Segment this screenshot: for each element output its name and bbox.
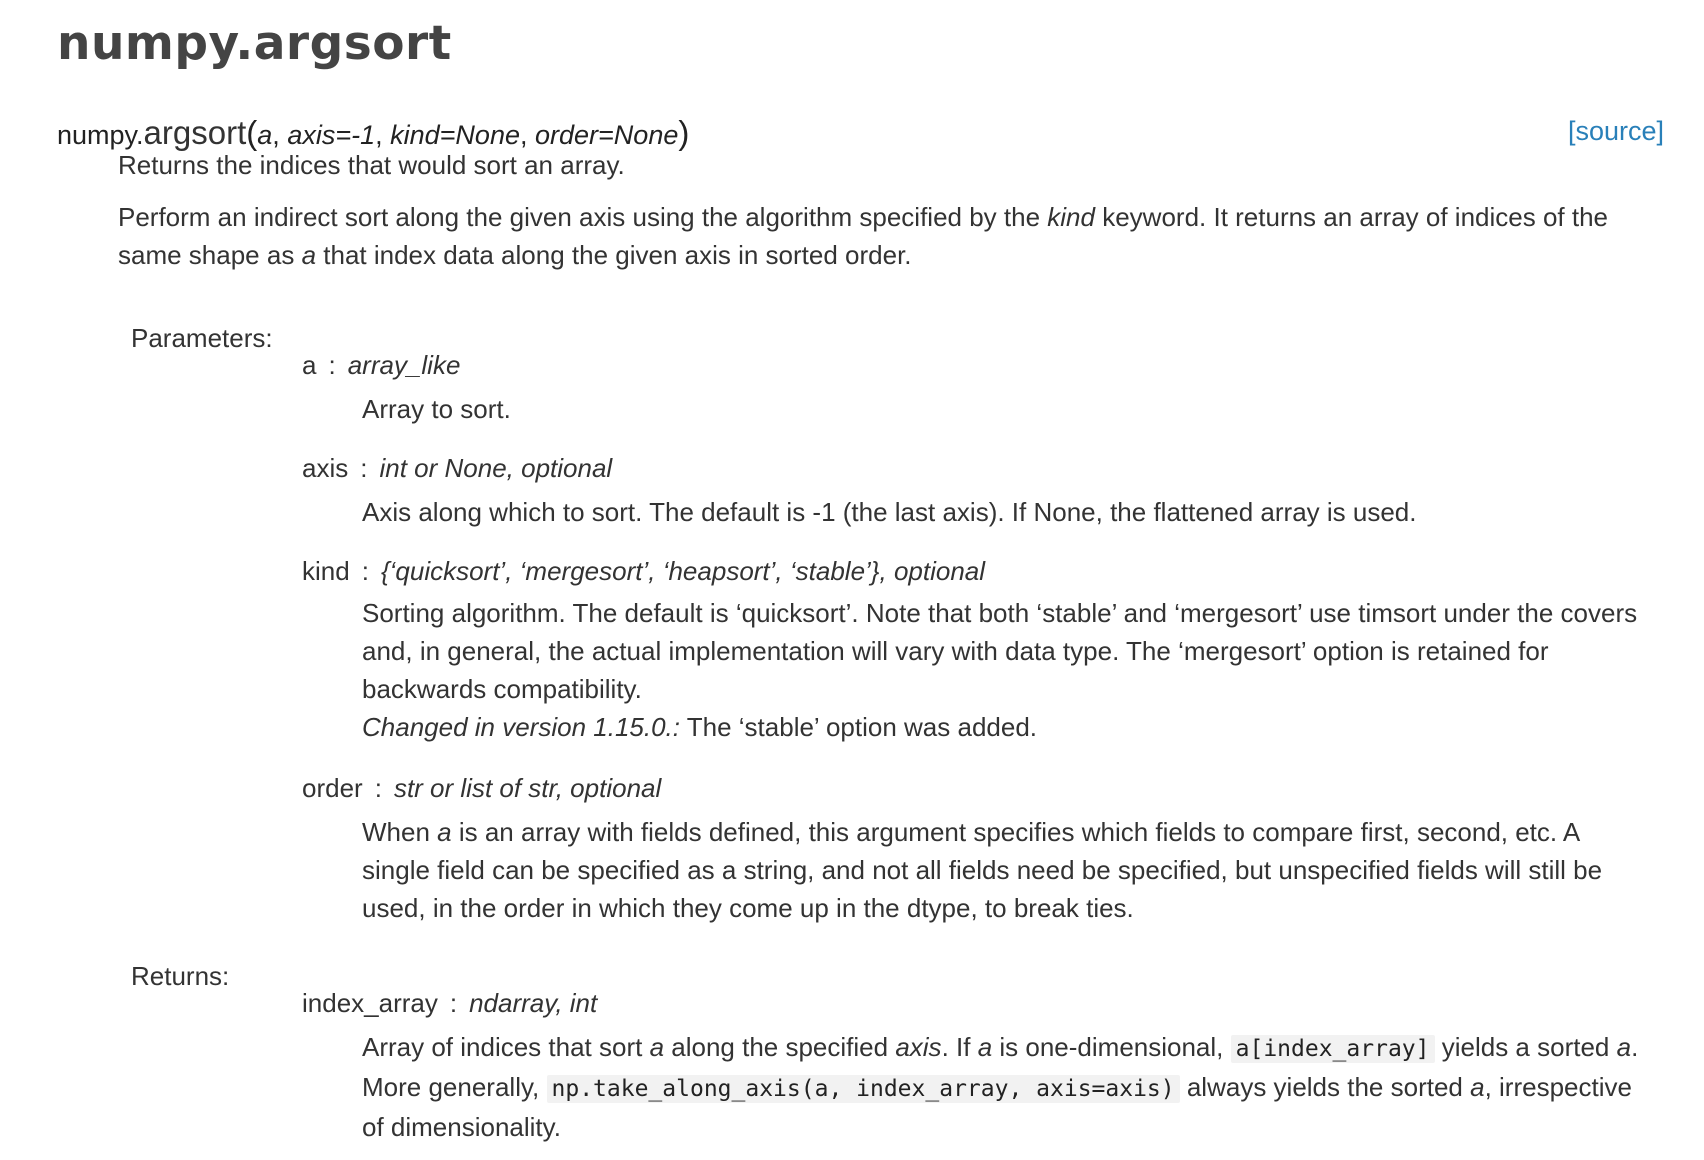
param-type: {‘quicksort’, ‘mergesort’, ‘heapsort’, ‘stable’}, optional (380, 556, 986, 586)
signature-arg-order: order=None (535, 120, 679, 150)
return-desc-emphasis: a (977, 1032, 993, 1062)
inline-code: np.take_along_axis(a, index_array, axis=axis) (547, 1075, 1180, 1103)
param-desc-emphasis: a (437, 817, 452, 847)
returns-label: Returns: (131, 961, 230, 991)
param-desc-text: is an array with fields defined, this argument specifies which fields to compare first, second, etc. A single field can be specified as a string, and not all fields need be specified, but unspecified fields will still be used, in the order in which they come up in the dtype, to break ties. (362, 817, 1603, 923)
source-link[interactable]: [source] (1567, 116, 1664, 146)
param-name: order (302, 773, 363, 803)
signature-function-name: argsort (143, 114, 247, 151)
signature-arg-axis: axis=-1 (287, 120, 376, 150)
param-name: axis (302, 453, 349, 483)
return-desc-text: is one-dimensional, (992, 1032, 1231, 1062)
return-desc-text: along the specified (664, 1032, 896, 1062)
param-desc-text: Sorting algorithm. The default is ‘quicksort’. Note that both ‘stable’ and ‘mergesort’ use timsort under the covers and, in general, the actual implementation will vary with data type. The ‘mergesort’ option is retained for backwards compatibility. (362, 598, 1638, 704)
param-axis-header: axis : int or None, optional (302, 453, 613, 483)
return-name: index_array (302, 988, 438, 1018)
summary-text: Returns the indices that would sort an array. (118, 150, 625, 180)
return-desc-emphasis: axis (895, 1032, 942, 1062)
param-desc-text: When (362, 817, 438, 847)
return-header: index_array : ndarray, int (302, 988, 598, 1018)
param-name: a (302, 350, 317, 380)
param-kind-header: kind : {‘quicksort’, ‘mergesort’, ‘heapsort’, ‘stable’}, optional (302, 556, 986, 586)
page-title: numpy.argsort (57, 16, 452, 71)
param-type: array_like (347, 350, 461, 380)
signature-arg-kind: kind=None (390, 120, 520, 150)
param-axis-description: Axis along which to sort. The default is -1 (the last axis). If None, the flattened array is used. (362, 497, 1417, 527)
description-part: that index data along the given axis in sorted order. (316, 240, 912, 270)
return-type: ndarray, int (469, 988, 598, 1018)
param-name: kind (302, 556, 350, 586)
param-a-description: Array to sort. (362, 394, 511, 424)
return-desc-text: . If (941, 1032, 978, 1062)
param-kind-description (362, 594, 1652, 746)
parameters-label: Parameters: (131, 323, 273, 353)
description-a-emphasis: a (301, 240, 317, 270)
param-order-header: order : str or list of str, optional (302, 773, 662, 803)
function-signature: numpy.argsort(a, axis=-1, kind=None, order=None) (57, 114, 690, 151)
return-description (362, 1028, 1652, 1146)
description-part: Perform an indirect sort along the given axis using the algorithm specified by the (118, 202, 1048, 232)
param-a-header: a : array_like (302, 350, 461, 380)
description-paragraph (118, 198, 1678, 274)
version-changed-label: Changed in version 1.15.0.: (362, 712, 680, 742)
return-desc-text: . More generally, (362, 1032, 1639, 1102)
param-type: int or None, optional (379, 453, 613, 483)
return-desc-emphasis: a (1470, 1072, 1485, 1102)
signature-open-paren: ( (246, 114, 258, 151)
return-desc-text: always yields the sorted (1179, 1072, 1471, 1102)
param-type: str or list of str, optional (393, 773, 662, 803)
return-desc-emphasis: a (649, 1032, 665, 1062)
inline-code: a[index_array] (1231, 1035, 1435, 1063)
return-desc-text: yields a sorted (1434, 1032, 1617, 1062)
version-changed-text: The ‘stable’ option was added. (680, 712, 1038, 742)
signature-module: numpy. (57, 120, 144, 150)
return-desc-emphasis: a (1616, 1032, 1632, 1062)
signature-arg-a: a (257, 120, 273, 150)
description-kind-emphasis: kind (1047, 202, 1095, 232)
description-part: keyword. It returns an array of indices of the same shape as (118, 202, 1609, 270)
signature-close-paren: ) (678, 114, 690, 151)
return-desc-text: , irrespective of dimensionality. (362, 1072, 1632, 1142)
param-order-description (362, 813, 1652, 927)
return-desc-text: Array of indices that sort (362, 1032, 650, 1062)
